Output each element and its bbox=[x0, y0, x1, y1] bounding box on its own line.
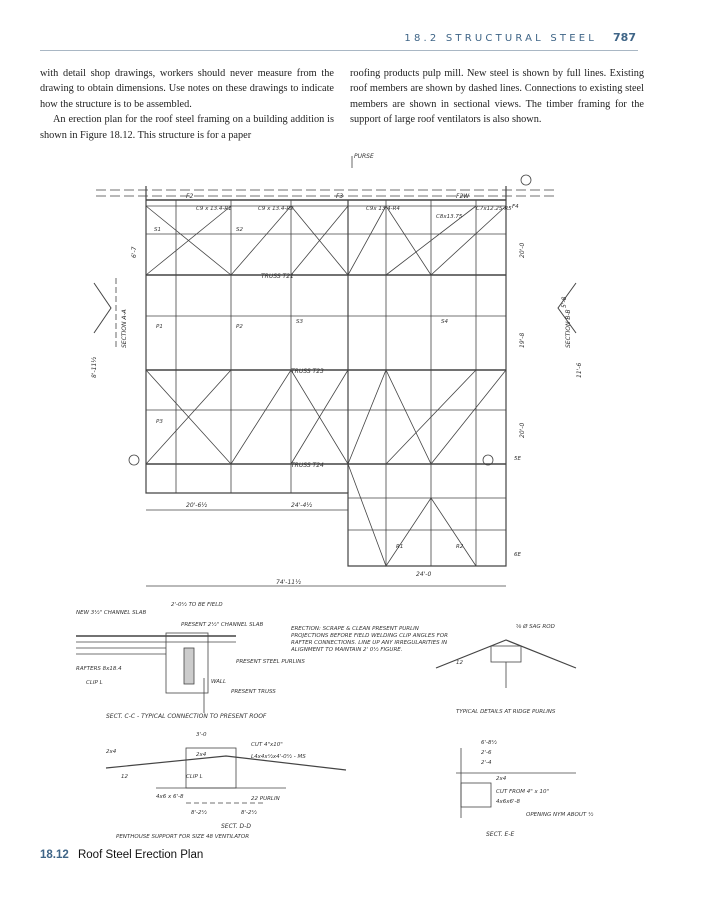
bracing bbox=[146, 370, 506, 464]
dimension: 24'-4½ bbox=[291, 502, 313, 509]
member-label: S2 bbox=[236, 227, 243, 233]
roof-plan bbox=[91, 153, 583, 586]
detail-label: 22 PURLIN bbox=[251, 796, 280, 802]
detail-label: 4x6 x 6'-8 bbox=[156, 794, 184, 800]
dimension: 8'-11½ bbox=[91, 356, 98, 378]
truss-label: TRUSS T23 bbox=[291, 368, 324, 375]
member-label: S4 bbox=[441, 319, 448, 325]
dimension: 20'-0 bbox=[519, 242, 526, 258]
truss-label: TRUSS T21 bbox=[261, 273, 294, 280]
detail-label: CUT FROM 4" x 10" bbox=[496, 789, 550, 795]
member-label: 6E bbox=[514, 552, 521, 558]
detail-title: SECT. D-D bbox=[221, 823, 251, 830]
beam-label: C9 x 13.4-R2 bbox=[258, 206, 294, 212]
left-paragraph-1: with detail shop drawings, workers should never measure from the drawing to obtain dimensions. Use notes on these drawings to indicate how the structure is to be assembled. bbox=[40, 68, 334, 110]
dimension: 5'-8 bbox=[561, 296, 568, 308]
dimension: 24'-0 bbox=[416, 571, 432, 578]
north-label: PURSE bbox=[354, 153, 374, 160]
detail-label: 3'-0 bbox=[196, 732, 207, 738]
section-label: SECTION A-A bbox=[121, 309, 128, 348]
left-paragraph-2: An erection plan for the roof steel framing on a building addition is shown in Figure 18.12. This structure is for a paper bbox=[40, 114, 334, 141]
detail-label: 2'-0½ TO BE FIELD bbox=[171, 602, 223, 608]
right-paragraph-1: roofing products pulp mill. New steel is shown by full lines. Existing roof members are shown by dashed lines. Connections to existing steel members are shown in sectional views. The timber framing for the support of large roof ventilators is also shown. bbox=[350, 68, 644, 126]
member-label: R2 bbox=[456, 544, 464, 550]
detail-subtitle: PENTHOUSE SUPPORT FOR SIZE 48 VENTILATOR bbox=[116, 834, 250, 840]
bracing bbox=[348, 464, 476, 566]
truss-label: TRUSS T24 bbox=[291, 462, 324, 469]
detail-label: 2x4 bbox=[196, 752, 207, 758]
detail-label: 8'-2½ bbox=[241, 810, 257, 816]
detail-label: PRESENT STEEL PURLINS bbox=[236, 659, 305, 665]
detail-label: 6'-8½ bbox=[481, 740, 497, 746]
detail-title: SECT. C-C - TYPICAL CONNECTION TO PRESENT ROOF bbox=[106, 713, 267, 720]
dimension: 20'-6½ bbox=[186, 502, 208, 509]
detail-label: WALL bbox=[211, 679, 227, 685]
column-marker bbox=[521, 175, 531, 185]
member-label: P3 bbox=[156, 419, 163, 425]
roof-line bbox=[106, 756, 346, 770]
detail-label: 12 bbox=[121, 774, 128, 780]
dimension: 20'-0 bbox=[519, 422, 526, 438]
detail-label: CLIP L bbox=[86, 680, 103, 686]
ridge-purlin bbox=[491, 646, 521, 662]
section-label: SECTION B-B bbox=[565, 309, 572, 348]
beam-label: C9 x 13.4-R1 bbox=[196, 206, 232, 212]
member-label: R1 bbox=[396, 544, 404, 550]
detail-label: 2x4 bbox=[496, 776, 507, 782]
detail-label: NEW 3½" CHANNEL SLAB bbox=[76, 610, 147, 616]
detail-label: L4x4x½x4'-0½ - MS bbox=[251, 754, 306, 760]
left-column bbox=[40, 66, 334, 143]
section-d-detail bbox=[106, 732, 346, 840]
detail-label: 2'-6 bbox=[481, 750, 492, 756]
detail-label: OPENING NYM ABOUT ½ bbox=[526, 812, 594, 818]
detail-label: CUT 4"x10" bbox=[251, 742, 283, 748]
beam-label: C8x13.75 bbox=[436, 214, 463, 220]
detail-label: 4x6x6'-8 bbox=[496, 799, 521, 805]
dimension: 19'-8 bbox=[519, 332, 526, 348]
detail-label: 2'-4 bbox=[481, 760, 492, 766]
member-label: F2 bbox=[186, 193, 194, 200]
penthouse-frame bbox=[186, 748, 236, 788]
column-marker bbox=[129, 455, 139, 465]
timber-block bbox=[461, 783, 491, 807]
erection-note-text: ERECTION: SCRAPE & CLEAN PRESENT PURLIN PROJECTIONS BEFORE FIELD WELDING CLIP ANGLES FOR RAFTER CONNECTIONS. LINE UP ANY IRREGULARITIES IN ALIGNMENT TO MAINTAIN 2' 0½ FIGURE. bbox=[291, 626, 448, 653]
detail-label: ⅝ Ø SAG ROD bbox=[516, 624, 555, 630]
page-number: 787 bbox=[613, 31, 636, 44]
member-label: P2 bbox=[236, 324, 243, 330]
bracing bbox=[146, 370, 476, 464]
ridge-detail bbox=[436, 623, 576, 715]
member-label: P1 bbox=[156, 324, 163, 330]
dimension: 74'-11½ bbox=[276, 579, 301, 586]
detail-label: RAFTERS 8x18.4 bbox=[76, 666, 122, 672]
beam-label: C7x12.25-R5 bbox=[476, 206, 512, 212]
section-cut bbox=[94, 283, 111, 333]
figure-title: Roof Steel Erection Plan bbox=[77, 849, 204, 861]
detail-title: SECT. E-E bbox=[486, 831, 515, 838]
member-label: F3 bbox=[336, 193, 344, 200]
member-label: F4 bbox=[512, 204, 519, 210]
detail-label: CLIP L bbox=[186, 774, 203, 780]
detail-label: 8'-2½ bbox=[191, 810, 207, 816]
section-e-detail bbox=[456, 739, 594, 838]
member-label: 5E bbox=[514, 456, 521, 462]
header-rule bbox=[40, 50, 638, 51]
member-label: S1 bbox=[154, 227, 161, 233]
erection-plan-drawing bbox=[36, 148, 640, 843]
bracing bbox=[146, 206, 476, 275]
beam-label: C9x 13.4-R4 bbox=[366, 206, 400, 212]
member-label: S3 bbox=[296, 319, 303, 325]
section-title: 18.2 STRUCTURAL STEEL bbox=[404, 33, 597, 44]
dimension: 11'-6 bbox=[576, 362, 583, 378]
detail-title: TYPICAL DETAILS AT RIDGE PURLINS bbox=[456, 709, 556, 715]
right-column bbox=[350, 66, 644, 128]
section-c-detail bbox=[76, 601, 451, 720]
detail-label: PRESENT TRUSS bbox=[231, 689, 276, 695]
running-header bbox=[0, 30, 702, 50]
member-label: F2W bbox=[456, 193, 470, 200]
detail-label: 12 bbox=[456, 660, 463, 666]
figure-number: 18.12 bbox=[40, 849, 69, 861]
erection-note bbox=[291, 626, 451, 686]
plan-outline bbox=[146, 186, 506, 566]
detail-label: 2x4 bbox=[106, 749, 117, 755]
purlin bbox=[184, 648, 194, 684]
figure-caption bbox=[40, 849, 203, 861]
dimension: 6'-7 bbox=[131, 246, 138, 258]
detail-label: PRESENT 2½" CHANNEL SLAB bbox=[181, 622, 264, 628]
